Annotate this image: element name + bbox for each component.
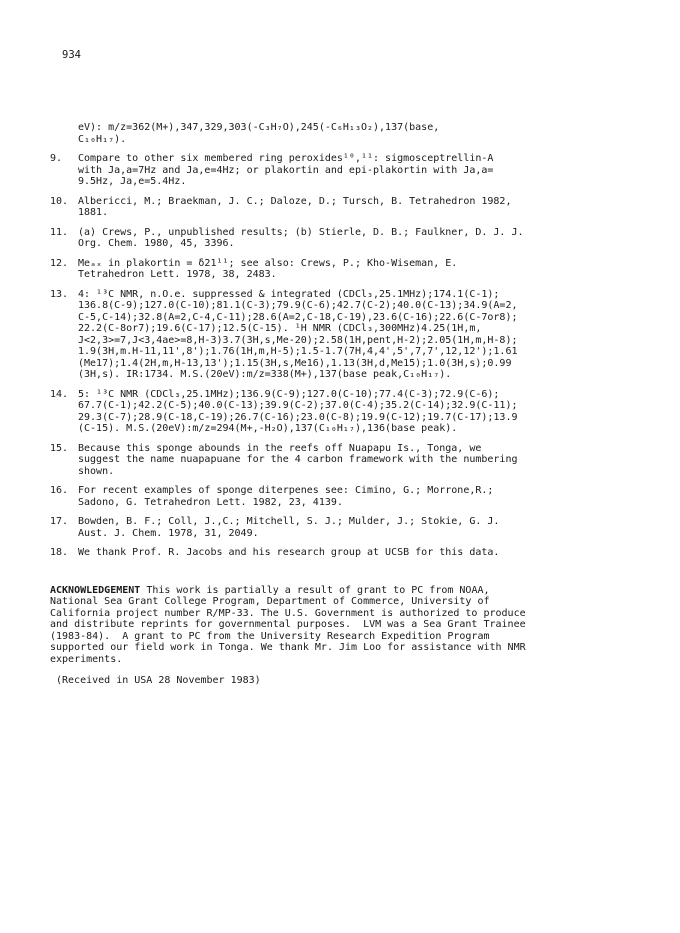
acknowledgement [50,585,640,666]
note-11 [50,227,640,250]
note-16 [50,485,640,508]
page-number: 934 [62,49,81,61]
note-body [78,196,640,219]
text-line: shown. [78,465,115,477]
text-line: Albericci, M.; Braekman, J. C.; Daloze, D.; Tursch, B. Tetrahedron 1982, [78,195,512,207]
note-body [78,516,640,539]
text-line: 1.9(3H,m.H-11,11',8');1.76(1H,m,H-5);1.5-1.7(7H,4,4',5',7,7',12,12');1.61 [78,346,518,357]
text-line: 1881. [78,207,109,218]
note-12 [50,258,640,281]
note-9 [50,153,640,188]
note-10 [50,196,640,219]
text-line: 4: ¹³C NMR, n.O.e. suppressed & integrated (CDCl₃,25.1MHz);174.1(C-1); [78,288,500,300]
text-line: Sadono, G. Tetrahedron Lett. 1982, 23, 4139. [78,496,343,508]
references-section [50,122,640,687]
text-line: (Me17);1.4(2H,m,H-13,13');1.15(3H,s,Me16),1.13(3H,d,Me15);1.0(3H,s);0.99 [78,357,512,369]
text-line: C₁₀H₁₇). [78,133,127,145]
acknowledgement-first-line [50,585,640,597]
text-line: with Ja,a=7Hz and Ja,e=4Hz; or plakortin and epi-plakortin with Ja,a= [78,164,494,176]
note-body [78,258,640,281]
text-line: 22.2(C-8or7);19.6(C-17);12.5(C-15). ¹H NMR (CDCl₃,300MHz)4.25(1H,m, [78,323,482,334]
text-line: Org. Chem. 1980, 45, 3396. [78,238,235,249]
note-number: 13. [50,288,69,300]
note-body [78,227,640,250]
note-number: 12. [50,257,69,269]
text-line: Bowden, B. F.; Coll, J.,C.; Mitchell, S. J.; Mulder, J.; Stokie, G. J. [78,516,500,527]
text-line: and distribute reprints for governmental purposes. LVM was a Sea Grant Trainee [50,619,526,630]
note-body [78,289,640,381]
text-line: experiments. [50,653,123,665]
text-line: 5: ¹³C NMR (CDCl₃,25.1MHz);136.9(C-9);127.0(C-10);77.4(C-3);72.9(C-6); [78,388,500,400]
text-line: Meₐₓ in plakortin = δ21¹¹; see also: Crews, P.; Kho-Wiseman, E. [78,257,458,269]
note-body [78,485,640,508]
text-line: For recent examples of sponge diterpenes see: Cimino, G.; Morrone,R.; [78,485,494,496]
note-number: 14. [50,388,69,400]
text-line: suggest the name nuapapuane for the 4 carbon framework with the numbering [78,454,518,465]
text-line: Aust. J. Chem. 1978, 31, 2049. [78,527,259,539]
text-line: 9.5Hz, Ja,e=5.4Hz. [78,176,187,187]
text-line: 67.7(C-1);42.2(C-5);40.0(C-13);39.9(C-2);37.0(C-4);35.2(C-14);32.9(C-11); [78,400,518,411]
note-body [78,389,640,435]
text-line: 29.3(C-7);28.9(C-18,C-19);26.7(C-16);23.0(C-8);19.9(C-12);19.7(C-17);13.9 [78,411,518,423]
text-line: This work is partially a result of grant to PC from NOAA, [140,584,490,596]
note-17 [50,516,640,539]
note-number: 15. [50,442,69,454]
note-number: 10. [50,195,69,207]
received-date: (Received in USA 28 November 1983) [56,675,261,686]
text-line: J<2,3>=7,J<3,4ae>=8,H-3)3.7(3H,s,Me-20);2.58(1H,pent,H-2);2.05(1H,m,H-8); [78,334,518,346]
text-line: National Sea Grant College Program, Department of Commerce, University of [50,596,490,607]
note-body [78,547,640,559]
text-line: (1983-84). A grant to PC from the University Research Expedition Program [50,630,490,642]
text-line: supported our field work in Tonga. We thank Mr. Jim Loo for assistance with NMR [50,642,526,653]
text-line: eV): m/z=362(M+),347,329,303(-C₃H₇O),245(-C₆H₁₃O₂),137(base, [78,122,440,133]
text-line: (3H,s). IR:1734. M.S.(20eV):m/z=338(M+),137(base peak,C₁₀H₁₇). [78,369,452,380]
note-number: 11. [50,226,69,238]
text-line: Tetrahedron Lett. 1978, 38, 2483. [78,269,277,280]
note-8-continuation [78,122,640,145]
note-number: 16. [50,485,69,496]
note-15 [50,443,640,478]
note-number: 18. [50,547,69,558]
text-line: C-5,C-14);32.8(A=2,C-4,C-11);28.6(A=2,C-18,C-19),23.6(C-16);22.6(C-7or8); [78,311,518,323]
note-body [78,443,640,478]
note-number: 9. [50,153,63,164]
note-14 [50,389,640,435]
note-body [78,153,640,188]
text-line: (C-15). M.S.(20eV):m/z=294(M+,-H₂O),137(C₁₀H₁₇),136(base peak). [78,423,458,434]
text-line: 136.8(C-9);127.0(C-10);81.1(C-3);79.9(C-6);42.7(C-2);40.0(C-13);34.9(A=2, [78,300,518,311]
note-13 [50,289,640,381]
text-line: We thank Prof. R. Jacobs and his research group at UCSB for this data. [78,547,500,558]
text-line: Because this sponge abounds in the reefs off Nuapapu Is., Tonga, we [78,442,482,454]
text-line: California project number R/MP-33. The U.S. Government is authorized to produce [50,607,526,619]
text-line: Compare to other six membered ring peroxides¹⁰,¹¹: sigmosceptrellin-A [78,153,494,164]
note-number: 17. [50,516,69,527]
note-18 [50,547,640,559]
text-line: (a) Crews, P., unpublished results; (b) Stierle, D. B.; Faulkner, D. J. J. [78,226,524,238]
acknowledgement-heading: ACKNOWLEDGEMENT [50,584,141,596]
